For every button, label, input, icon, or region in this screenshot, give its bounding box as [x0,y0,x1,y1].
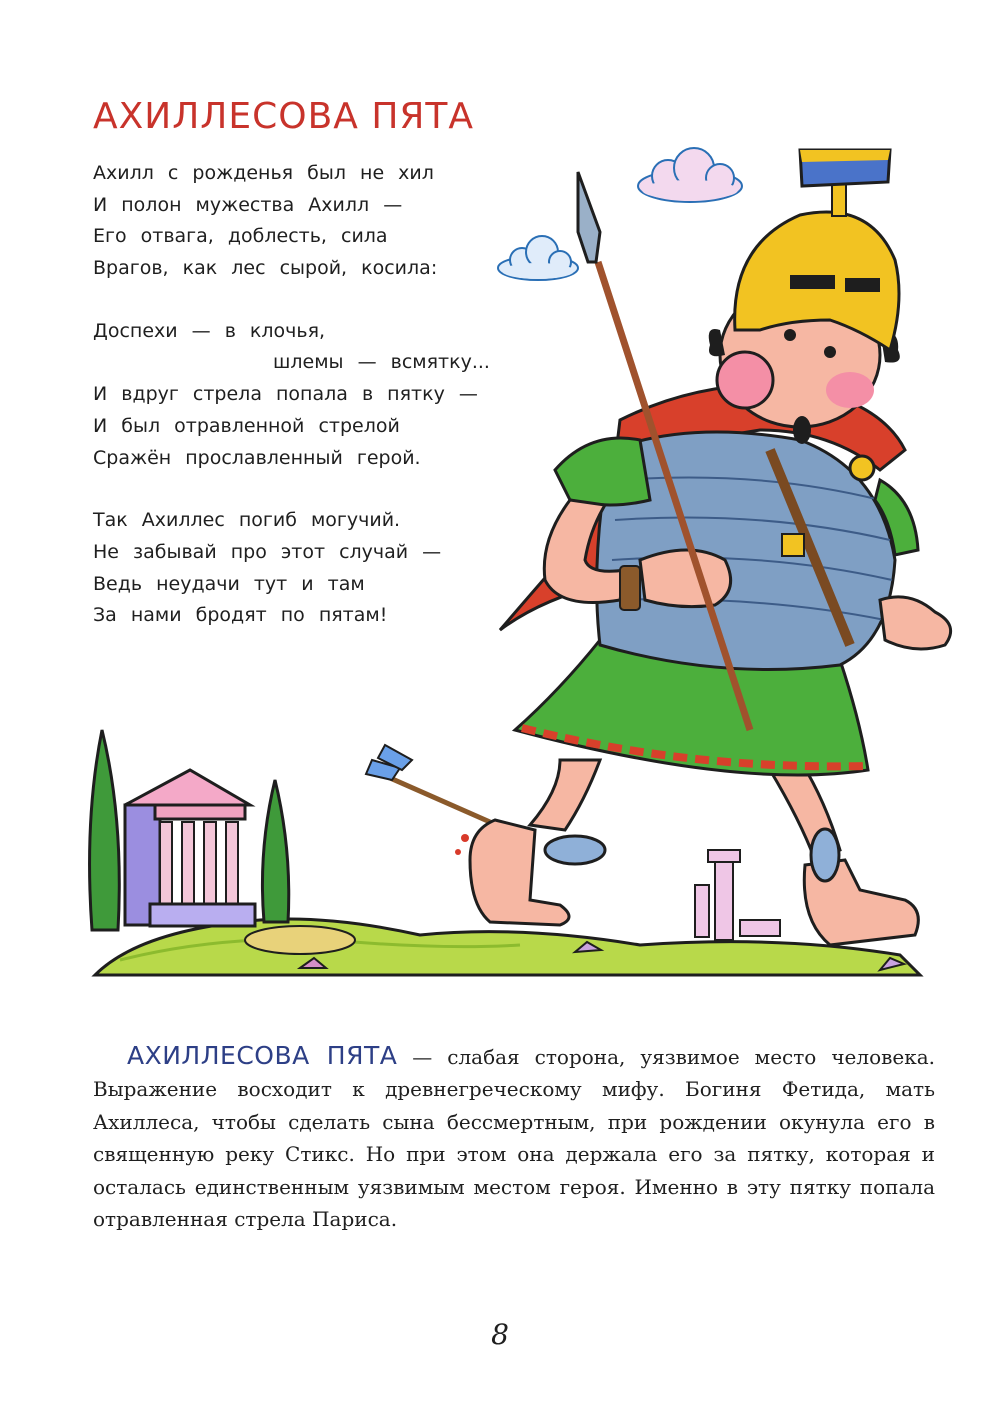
ruins-icon [695,850,780,940]
poem-line: И был отравленной стрелой [93,414,400,437]
poem-line: Сражён прославленный герой. [93,446,421,469]
poem-line: Ведь неудачи тут и там [93,572,365,595]
explanation-term: АХИЛЛЕСОВА ПЯТА [127,1041,398,1070]
poem-line: Так Ахиллес погиб могучий. [93,509,401,532]
cloud-icon [638,148,742,202]
temple-icon [125,770,255,926]
explanation-text: — слабая сторона, уязвимое место человека. Выражение восходит к древнегреческому мифу. Богиня Фетида, мать Ахиллеса, чтобы сделать сына бессмертным, при рождении окунула его в священную реку Стикс. Но при этом она держала его за пятку, которая и осталась единственным уязвимым местом героя. Именно в эту пятку попала отравленная стрела Париса. [93,1045,935,1232]
poem-line: шлемы — всмятку... [273,351,490,374]
poem-line: И полон мужества Ахилл — [93,193,403,216]
page-title: АХИЛЛЕСОВА ПЯТА [93,96,475,137]
poem-line: Ахилл с рожденья был не хил [93,162,434,184]
poem-line: За нами бродят по пятам! [93,604,388,627]
poem-line: Его отвага, доблесть, сила [93,225,388,248]
arrow-icon [366,745,490,855]
cloud-icon [498,236,578,280]
poem-line: Врагов, как лес сырой, косила: [93,257,438,280]
helmet-icon [735,150,899,350]
page-number: 8 [491,1318,509,1351]
poem-line: И вдруг стрела попала в пятку — [93,383,478,406]
poem-line: Не забывай про этот случай — [93,540,442,563]
poem-line: Доспехи — в клочья, [93,319,326,342]
explanation-paragraph [93,1040,935,1235]
